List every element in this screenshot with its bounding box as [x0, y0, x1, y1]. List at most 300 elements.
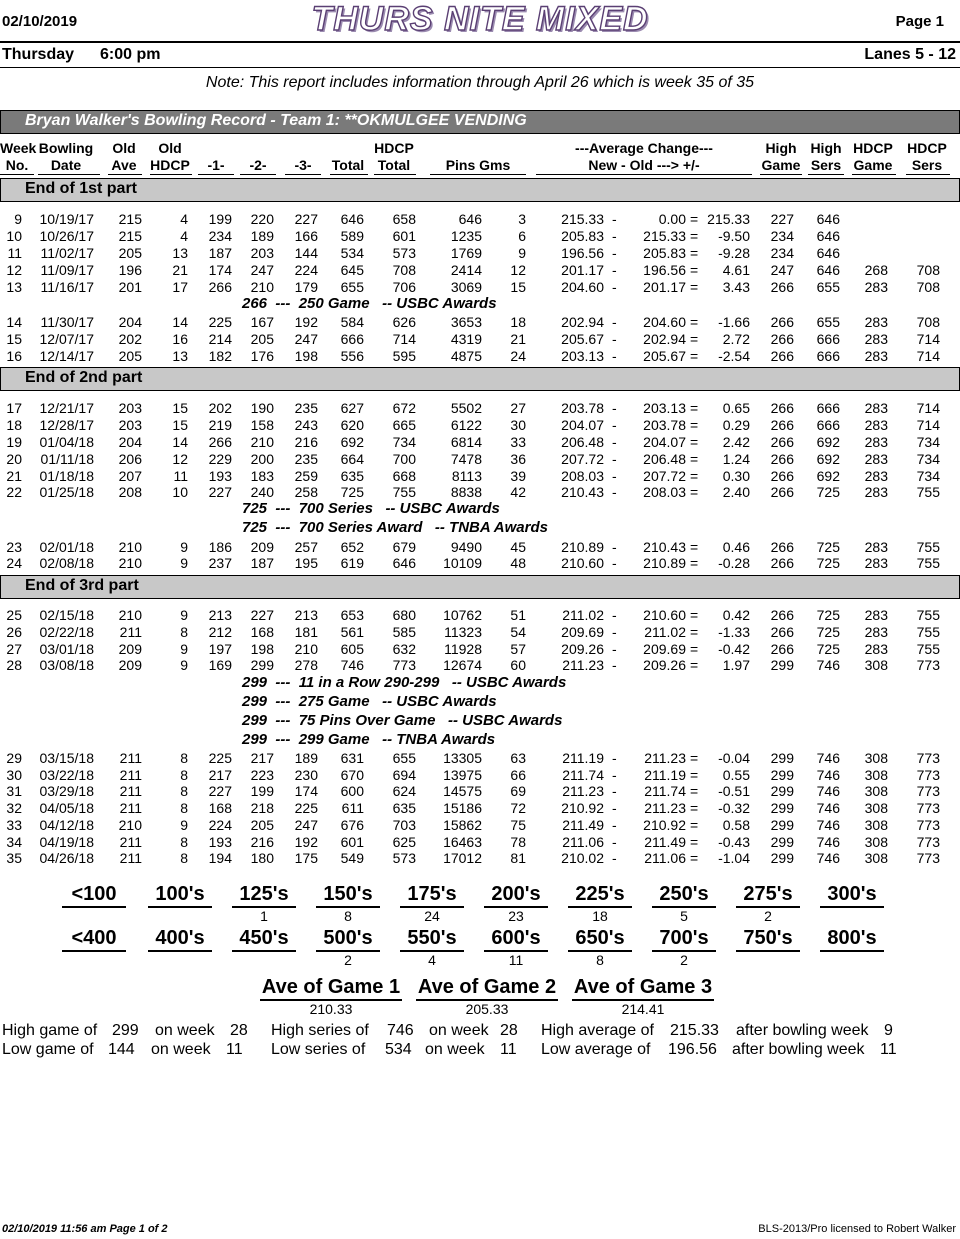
table-cell: = [690, 624, 699, 640]
table-cell: 202 [208, 400, 232, 416]
table-cell: 635 [392, 800, 416, 816]
table-cell: = [690, 451, 699, 467]
bucket-count: 2 [764, 908, 772, 924]
table-cell: 182 [208, 348, 232, 364]
table-cell: 308 [864, 850, 888, 866]
summary-value: 215.33 [670, 1022, 719, 1039]
table-cell: 646 [816, 211, 840, 227]
table-cell: 202.94 [643, 331, 686, 347]
table-cell: 1235 [450, 228, 482, 244]
table-cell: 210.02 [561, 850, 604, 866]
table-cell: 755 [916, 555, 940, 571]
table-cell: 714 [916, 400, 940, 416]
table-cell: 13 [172, 245, 188, 261]
table-cell: 186 [208, 539, 232, 555]
table-cell: 257 [294, 539, 318, 555]
col-week: Week No. [0, 140, 37, 173]
table-cell: 708 [916, 314, 940, 330]
table-cell: 10/19/17 [39, 211, 94, 227]
table-cell: 19 [6, 434, 22, 450]
table-cell: 700 [392, 451, 416, 467]
table-cell: 210.43 [643, 539, 686, 555]
table-cell: 39 [510, 468, 526, 484]
summary-label: on week [429, 1022, 489, 1039]
table-cell: 266 [770, 451, 794, 467]
table-cell: 217 [250, 750, 274, 766]
award-line: 299 --- 11 in a Row 290-299 -- USBC Awards [242, 674, 567, 691]
table-cell: 194 [208, 850, 232, 866]
table-cell: 166 [294, 228, 318, 244]
table-cell: 266 [770, 539, 794, 555]
table-cell: 773 [916, 783, 940, 799]
table-cell: 692 [816, 451, 840, 467]
table-cell: 9 [14, 211, 22, 227]
col-underline [374, 174, 416, 175]
summary-value: 11 [226, 1041, 243, 1058]
table-cell: 206.48 [561, 434, 604, 450]
table-cell: 0.42 [722, 607, 750, 623]
table-row [0, 767, 960, 784]
table-cell: 211 [119, 783, 142, 799]
table-cell: 237 [208, 555, 232, 571]
table-cell: 78 [510, 834, 526, 850]
col-old-hdcp: Old HDCP [150, 140, 190, 173]
table-cell: 28 [6, 657, 22, 673]
table-cell: 204 [118, 434, 142, 450]
bucket-label: 600's [484, 926, 548, 952]
table-cell: 725 [816, 555, 840, 571]
table-cell: 211.23 [562, 657, 604, 673]
table-cell: 9 [180, 817, 188, 833]
table-cell: 17 [6, 400, 22, 416]
table-cell: 708 [916, 279, 940, 295]
table-cell: 75 [510, 817, 526, 833]
award-line: 266 --- 250 Game -- USBC Awards [242, 295, 497, 312]
table-cell: 773 [916, 657, 940, 673]
table-cell: 706 [392, 279, 416, 295]
table-cell: 180 [250, 850, 274, 866]
summary-label: High game of [2, 1022, 98, 1039]
bucket-label: 175's [400, 882, 464, 908]
table-cell: 601 [392, 228, 416, 244]
table-row [0, 850, 960, 867]
col-total: Total [331, 157, 365, 173]
table-cell: 10/26/17 [39, 228, 94, 244]
table-cell: 308 [864, 800, 888, 816]
table-cell: 299 [770, 817, 794, 833]
bucket-label: <400 [62, 926, 126, 952]
table-cell: 02/22/18 [39, 624, 94, 640]
table-cell: 203 [250, 245, 274, 261]
table-row [0, 607, 960, 624]
table-cell: 210 [118, 817, 142, 833]
table-cell: 9 [180, 607, 188, 623]
table-cell: 668 [392, 468, 416, 484]
summary-label: Low game of [2, 1041, 94, 1058]
table-cell: 210.89 [643, 555, 686, 571]
table-cell: 225 [208, 750, 232, 766]
table-cell: 30 [510, 417, 526, 433]
table-cell: 01/25/18 [39, 484, 94, 500]
table-cell: 204.07 [561, 417, 604, 433]
award-line: 299 --- 75 Pins Over Game -- USBC Awards [242, 712, 563, 729]
table-row [0, 279, 960, 296]
summary-label: Low series of [271, 1041, 366, 1058]
table-cell: 266 [770, 417, 794, 433]
table-row [0, 262, 960, 279]
table-cell: 219 [208, 417, 232, 433]
table-cell: -0.04 [718, 750, 750, 766]
table-cell: 632 [392, 641, 416, 657]
table-cell: 04/19/18 [39, 834, 94, 850]
table-cell: 22 [6, 484, 22, 500]
table-cell: 734 [916, 451, 940, 467]
col-average-change: ---Average Change--- New - Old ---> +/- [575, 140, 713, 173]
table-cell: 266 [770, 348, 794, 364]
table-cell: 8 [180, 834, 188, 850]
table-cell: 218 [250, 800, 274, 816]
game-bucket [484, 882, 548, 924]
table-cell: 534 [340, 245, 364, 261]
part-band-3 [0, 575, 960, 599]
table-cell: 234 [208, 228, 232, 244]
table-cell: 773 [916, 834, 940, 850]
table-cell: 207 [118, 468, 142, 484]
series-bucket [62, 926, 126, 968]
table-cell: 169 [208, 657, 232, 673]
table-cell: 207.72 [643, 468, 686, 484]
league-lanes: Lanes 5 - 12 [864, 46, 956, 63]
table-cell: - [612, 750, 617, 766]
table-cell: 209 [250, 539, 274, 555]
table-cell: 13 [6, 279, 22, 295]
table-cell: 03/22/18 [39, 767, 94, 783]
table-cell: 664 [340, 451, 364, 467]
table-cell: 203.13 [561, 348, 604, 364]
table-cell: 9 [180, 555, 188, 571]
table-cell: 278 [294, 657, 318, 673]
table-cell: 283 [864, 434, 888, 450]
table-row [0, 783, 960, 800]
bucket-label: 750's [736, 926, 800, 952]
table-cell: 181 [294, 624, 318, 640]
table-cell: 225 [294, 800, 318, 816]
table-cell: 714 [916, 348, 940, 364]
table-cell: 01/04/18 [39, 434, 94, 450]
table-cell: - [612, 850, 617, 866]
table-cell: 299 [770, 800, 794, 816]
bucket-label: 400's [148, 926, 212, 952]
table-cell: 21 [510, 331, 526, 347]
table-cell: - [612, 767, 617, 783]
part-band-2 [0, 367, 960, 391]
table-cell: 03/01/18 [39, 641, 94, 657]
table-cell: 755 [916, 624, 940, 640]
team-bar-text: Bryan Walker's Bowling Record - Team 1: **OKMULGEE VENDING [25, 112, 527, 129]
table-cell: 215 [118, 211, 142, 227]
table-cell: 646 [340, 211, 364, 227]
table-cell: 283 [864, 400, 888, 416]
table-cell: 207.72 [561, 451, 604, 467]
bucket-label: 800's [820, 926, 884, 952]
table-cell: 189 [294, 750, 318, 766]
table-cell: 626 [392, 314, 416, 330]
table-cell: 60 [510, 657, 526, 673]
bucket-count: 18 [592, 908, 608, 924]
table-cell: 210 [118, 539, 142, 555]
table-cell: 283 [864, 468, 888, 484]
table-cell: 24 [510, 348, 526, 364]
bucket-label: 275's [736, 882, 800, 908]
table-cell: 202.94 [561, 314, 604, 330]
table-cell: 192 [294, 834, 318, 850]
table-row [0, 348, 960, 365]
col-hdcp-total: HDCP Total [374, 140, 414, 173]
table-cell: 203.78 [561, 400, 604, 416]
table-cell: 266 [770, 607, 794, 623]
table-cell: 725 [816, 539, 840, 555]
table-cell: 627 [340, 400, 364, 416]
table-cell: 16 [6, 348, 22, 364]
table-cell: 646 [458, 211, 482, 227]
table-cell: 266 [770, 641, 794, 657]
table-cell: 247 [770, 262, 794, 278]
table-cell: 210.92 [643, 817, 686, 833]
table-cell: = [690, 417, 699, 433]
game-bucket [400, 882, 464, 924]
table-cell: 595 [392, 348, 416, 364]
table-cell: 234 [770, 245, 794, 261]
bucket-label: 450's [232, 926, 296, 952]
table-cell: 211 [119, 624, 142, 640]
table-cell: 755 [392, 484, 416, 500]
table-cell: = [690, 607, 699, 623]
bucket-label: 125's [232, 882, 296, 908]
footer-printed: 02/10/2019 11:56 am Page 1 of 2 [2, 1223, 168, 1235]
table-cell: 227 [208, 484, 232, 500]
table-cell: 585 [392, 624, 416, 640]
table-cell: 03/08/18 [39, 657, 94, 673]
table-cell: 10 [6, 228, 22, 244]
table-cell: - [612, 817, 617, 833]
table-cell: 211 [119, 750, 142, 766]
table-cell: 734 [916, 434, 940, 450]
table-cell: 210 [118, 607, 142, 623]
table-cell: 773 [916, 767, 940, 783]
table-cell: 158 [250, 417, 274, 433]
table-row [0, 484, 960, 501]
col-underline [430, 174, 526, 175]
table-cell: 02/15/18 [39, 607, 94, 623]
table-cell: 266 [770, 279, 794, 295]
table-cell: 210.60 [643, 607, 686, 623]
part-band-label: End of 1st part [25, 180, 138, 197]
table-cell: 692 [816, 434, 840, 450]
table-cell: 556 [340, 348, 364, 364]
table-cell: - [612, 624, 617, 640]
table-cell: 205 [118, 348, 142, 364]
table-cell: 204.07 [643, 434, 686, 450]
table-cell: 63 [510, 750, 526, 766]
table-cell: 11/02/17 [40, 245, 94, 261]
table-cell: - [612, 417, 617, 433]
table-cell: 266 [770, 484, 794, 500]
table-cell: - [612, 641, 617, 657]
table-cell: 8113 [451, 468, 482, 484]
table-cell: 625 [392, 834, 416, 850]
table-cell: 224 [294, 262, 318, 278]
table-row [0, 817, 960, 834]
table-cell: 283 [864, 279, 888, 295]
table-cell: 14 [172, 314, 188, 330]
table-cell: 8 [180, 624, 188, 640]
table-cell: 203.78 [643, 417, 686, 433]
table-cell: 03/15/18 [39, 750, 94, 766]
table-cell: 11/09/17 [40, 262, 94, 278]
table-cell: 216 [250, 834, 274, 850]
bucket-label: 550's [400, 926, 464, 952]
table-cell: 4319 [450, 331, 482, 347]
table-cell: 2.40 [722, 484, 750, 500]
table-cell: 283 [864, 314, 888, 330]
table-cell: 30 [6, 767, 22, 783]
table-cell: 734 [392, 434, 416, 450]
table-cell: = [690, 228, 699, 244]
table-cell: 247 [294, 331, 318, 347]
table-cell: 680 [392, 607, 416, 623]
table-cell: 42 [510, 484, 526, 500]
table-cell: 734 [916, 468, 940, 484]
table-cell: 31 [6, 783, 22, 799]
table-cell: 211.06 [644, 850, 686, 866]
table-cell: 209 [118, 657, 142, 673]
table-cell: -2.54 [718, 348, 750, 364]
league-day: Thursday [2, 46, 75, 63]
table-cell: = [690, 279, 699, 295]
table-cell: 283 [864, 607, 888, 623]
table-cell: 20 [6, 451, 22, 467]
table-cell: 746 [816, 783, 840, 799]
table-cell: 266 [770, 468, 794, 484]
table-cell: 27 [510, 400, 526, 416]
table-cell: 211.74 [644, 783, 686, 799]
table-cell: 4.61 [722, 262, 750, 278]
award-line: 299 --- 299 Game -- TNBA Awards [242, 731, 496, 748]
table-cell: 179 [294, 279, 318, 295]
table-cell: = [690, 262, 699, 278]
table-cell: 211 [119, 850, 142, 866]
table-cell: 283 [864, 348, 888, 364]
table-cell: 299 [770, 834, 794, 850]
table-cell: 223 [250, 767, 274, 783]
table-cell: 211 [119, 800, 142, 816]
table-cell: 15862 [443, 817, 482, 833]
summary-label: High average of [541, 1022, 654, 1039]
table-cell: - [612, 262, 617, 278]
table-cell: 57 [510, 641, 526, 657]
table-cell: - [612, 245, 617, 261]
table-cell: 10762 [443, 607, 482, 623]
table-cell: 714 [392, 331, 416, 347]
table-cell: 213 [294, 607, 318, 623]
table-cell: 224 [208, 817, 232, 833]
table-row [0, 641, 960, 658]
table-cell: 16 [172, 331, 188, 347]
table-cell: 187 [250, 555, 274, 571]
table-cell: 6122 [450, 417, 482, 433]
table-cell: 283 [864, 539, 888, 555]
table-row [0, 555, 960, 572]
table-cell: 11928 [444, 641, 482, 657]
summary-label: Low average of [541, 1041, 651, 1058]
table-cell: 12 [6, 262, 22, 278]
table-cell: = [690, 468, 699, 484]
table-cell: 240 [250, 484, 274, 500]
table-cell: - [612, 834, 617, 850]
bucket-count [736, 952, 800, 968]
bucket-count [232, 952, 296, 968]
table-cell: 04/26/18 [39, 850, 94, 866]
table-cell: = [690, 484, 699, 500]
table-cell: 4 [180, 211, 188, 227]
table-cell: 205 [250, 331, 274, 347]
part-band-label: End of 2nd part [25, 369, 143, 386]
table-cell: 670 [340, 767, 364, 783]
award-line: 725 --- 700 Series Award -- TNBA Awards [242, 519, 548, 536]
table-cell: 773 [916, 817, 940, 833]
table-cell: = [690, 850, 699, 866]
table-cell: = [690, 314, 699, 330]
col-game3: -3- [294, 157, 312, 173]
col-underline [906, 174, 950, 175]
table-cell: = [690, 817, 699, 833]
table-cell: 206 [118, 451, 142, 467]
award-line: 299 --- 275 Game -- USBC Awards [242, 693, 497, 710]
table-cell: 32 [6, 800, 22, 816]
table-cell: = [690, 641, 699, 657]
table-cell: 205.67 [643, 348, 686, 364]
table-cell: 746 [340, 657, 364, 673]
table-cell: - [612, 657, 617, 673]
table-cell: 646 [816, 245, 840, 261]
table-cell: 18 [6, 417, 22, 433]
table-cell: - [612, 451, 617, 467]
table-cell: 199 [250, 783, 274, 799]
part-band-1 [0, 178, 960, 202]
table-cell: 208.03 [561, 468, 604, 484]
bucket-count [820, 908, 884, 924]
table-cell: 12/21/17 [39, 400, 94, 416]
header-divider [0, 41, 960, 43]
table-cell: 714 [916, 331, 940, 347]
table-cell: 746 [816, 834, 840, 850]
summary-value: 299 [112, 1022, 139, 1039]
table-cell: 211.23 [562, 783, 604, 799]
table-cell: 227 [208, 783, 232, 799]
table-cell: 144 [294, 245, 318, 261]
table-cell: 215 [118, 228, 142, 244]
game-bucket [232, 882, 296, 924]
table-cell: 725 [340, 484, 364, 500]
col-underline [760, 174, 802, 175]
table-cell: 645 [340, 262, 364, 278]
table-cell: 176 [250, 348, 274, 364]
table-cell: 714 [916, 417, 940, 433]
game-bucket [148, 882, 212, 924]
table-cell: 620 [340, 417, 364, 433]
table-cell: 561 [340, 624, 364, 640]
table-cell: 549 [340, 850, 364, 866]
